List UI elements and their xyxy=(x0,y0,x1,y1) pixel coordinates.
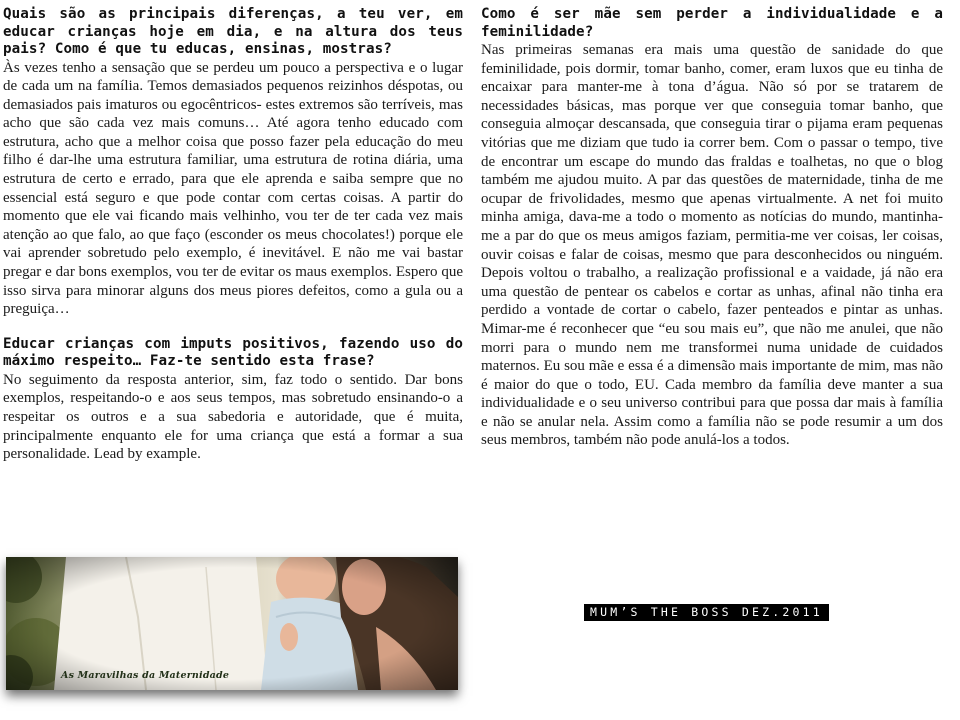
answer-3: Nas primeiras semanas era mais uma questão de sanidade do que feminilidade, pois dormir, tomar banho, comer, eram luxos que eu tinha de encaixar para manter-me à tona d’água. Não só por se tratarem de necessidades básicas, mas porque ver que conseguia tomar banho, que conseguia almoçar descansada, que conseguia tirar o pijama eram pequenas vitórias que me diziam que tudo ia correr bem. Com o passar o tempo, tive de encontrar um escape do mundo das fraldas e toalhetas, no que o blog também me ajudou muito. A par das questões de maternidade, tinha de me ocupar de frivolidades, mesmo que apenas virtualmente. A net foi muito minha amiga, dava-me a todo o momento as notícias do mundo, mantinha-me a par do que os meus amigos faziam, permitia-me ver coisas, ler coisas, ouvir coisas e falar de coisas, mesmo que para desconhecidos ou ninguém. Depois voltou o trabalho, a realização profissional e a vaidade, já não era uma questão de pentear os cabelos e cortar as unhas, afinal não tinha era perdido a vontade de cortar o cabelo, fazer penteados e pintar as unhas. Mimar-me é reconhecer que “eu sou mais eu”, que não me anulei, que não morri para o mundo nem me transformei numa unidade de cuidados maternos. Eu sou mãe e essa é a dimensão mais importante de mim, mas não é maior do que o todo, EU. Cada membro da família deve manter a sua individualidade e o seu universo contribui para que possa dar mais à família e não se anular nela. Assim como a família não se pode resumir a um dos seus membros, também não pode anulá-los a todos. xyxy=(481,42,943,449)
footer-label: MUM’S THE BOSS DEZ.2011 xyxy=(584,604,829,621)
left-column xyxy=(3,6,463,464)
photo-caption: As Maravilhas da Maternidade xyxy=(61,670,230,681)
right-column xyxy=(481,6,943,450)
question-2: Educar crianças com imputs positivos, fazendo uso do máximo respeito… Faz-te sentido esta frase? xyxy=(3,335,463,370)
paragraph-gap xyxy=(3,319,463,336)
family-photo xyxy=(6,557,458,690)
answer-2: No seguimento da resposta anterior, sim, faz todo o sentido. Dar bons exemplos, respeitando-o e aos seus tempos, mas sobretudo ensinando-o a respeitar os outros e a sua sabedoria e autoridade, que é muita, principalmente enquanto ele for uma criança que está a formar a sua personalidade. Lead by example. xyxy=(3,371,463,463)
answer-1: Às vezes tenho a sensação que se perdeu um pouco a perspectiva e o lugar de cada um na família. Temos demasiados pequenos reizinhos déspotas, ou demasiados pais imaturos ou egocêntricos- estes extremos são terríveis, mas acho que são cada vez mais comuns… Até agora tenho educado com estrutura, acho que a melhor coisa que posso fazer pela educação do meu filho é dar-lhe uma estrutura familiar, uma estrutura de rotina diária, uma estrutura de certo e errado, para que ele aprenda e saiba sempre que no essencial está seguro e que pode contar com certas coisas. A partir do momento que ele vai ficando mais velhinho, vou ter de ter cada vez mais atenção ao que falo, ao que faço (esconder os meus chocolates!) porque ele vai aprender sobretudo pelo exemplo, é inevitável. E não me vai bastar pregar e dar bons exemplos, vou ter de evitar os maus exemplos. Espero que isso sirva para minorar alguns dos meus piores defeitos, como a gula ou a preguiça… xyxy=(3,59,463,318)
question-1: Quais são as principais diferenças, a teu ver, em educar crianças hoje em dia, e na altura dos teus pais? Como é que tu educas, ensinas, mostras? xyxy=(3,6,463,57)
question-3: Como é ser mãe sem perder a individualidade e a feminilidade? xyxy=(481,6,943,40)
